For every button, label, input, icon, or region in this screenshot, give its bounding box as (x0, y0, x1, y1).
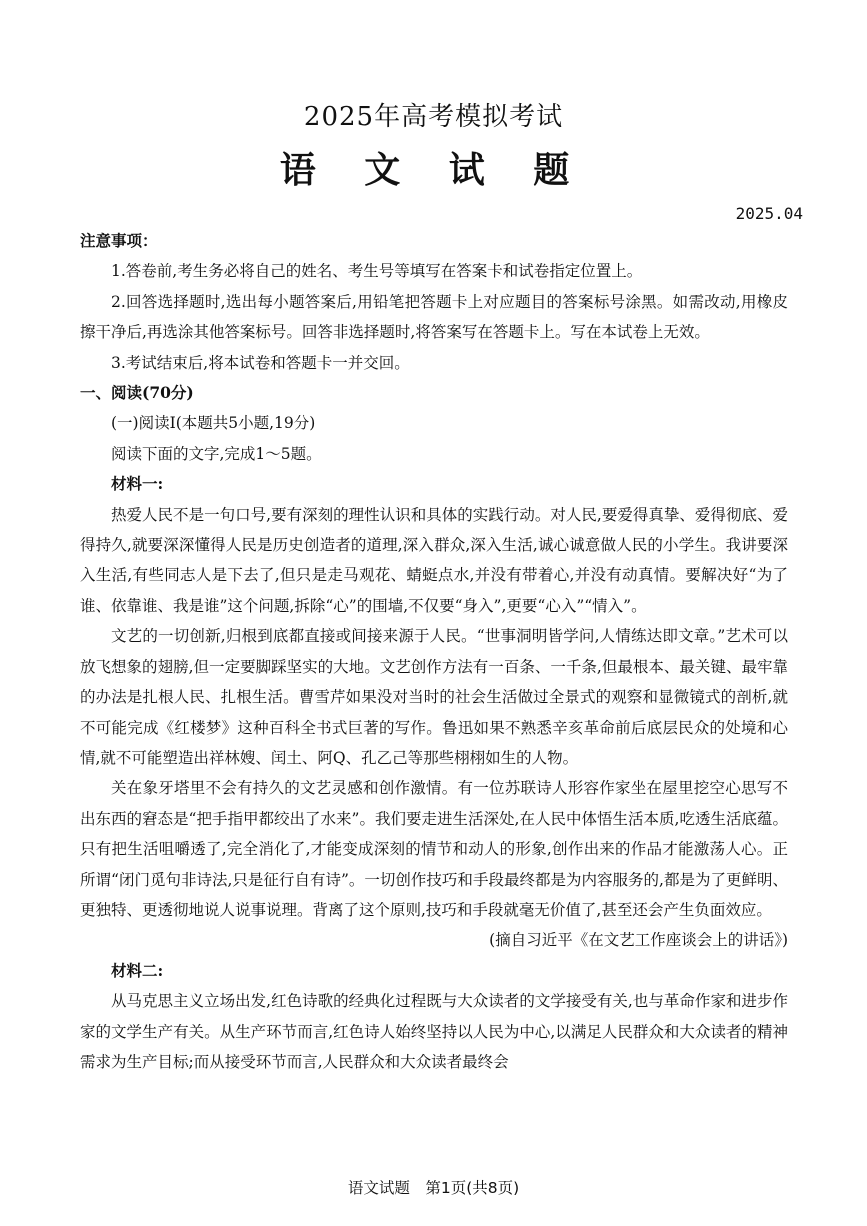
notice-item-2: 2.回答选择题时,选出每小题答案后,用铅笔把答题卡上对应题目的答案标号涂黑。如需改动,用橡皮擦干净后,再选涂其他答案标号。回答非选择题时,将答案写在答题卡上。写在本试卷上无效。 (80, 292, 788, 342)
material1-source: (摘自习近平《在文艺工作座谈会上的讲话》) (489, 931, 788, 950)
material1-paragraph-1: 热爱人民不是一句口号,要有深刻的理性认识和具体的实践行动。对人民,要爱得真挚、爱得彻底、爱得持久,就要深深懂得人民是历史创造者的道理,深入群众,深入生活,诚心诚意做人民的小学生。我讲要深入生活,有些同志人是下去了,但只是走马观花、蜻蜓点水,并没有带着心,并没有动真情。要解决好“为了谁、依靠谁、我是谁”这个问题,拆除“心”的围墙,不仅要“身入”,更要“心入”“情入”。 (80, 505, 788, 615)
material2-paragraph-1: 从马克思主义立场出发,红色诗歌的经典化过程既与大众读者的文学接受有关,也与革命作家和进步作家的文学生产有关。从生产环节而言,红色诗人始终坚持以人民为中心,以满足人民群众和大众读者的精神需求为生产目标;而从接受环节而言,人民群众和大众读者最终会 (80, 992, 788, 1071)
exam-date: 2025.04 (735, 204, 803, 223)
material1-label: 材料一: (111, 474, 164, 494)
exam-body (80, 226, 788, 1077)
section-sub-heading: (一)阅读Ⅰ(本题共5小题,19分) (111, 414, 316, 433)
material2-label: 材料二: (111, 960, 164, 980)
section-heading: 一、阅读(70分) (80, 383, 194, 403)
material1-paragraph-2: 文艺的一切创新,归根到底都直接或间接来源于人民。“世事洞明皆学问,人情练达即文章。”艺术可以放飞想象的翅膀,但一定要脚踩坚实的大地。文艺创作方法有一百条、一千条,但最根本、最关键、最牢靠的办法是扎根人民、扎根生活。曹雪芹如果没对当时的社会生活做过全景式的观察和显微镜式的剖析,就不可能完成《红楼梦》这种百科全书式巨著的写作。鲁迅如果不熟悉辛亥革命前后底层民众的处境和心情,就不可能塑造出祥林嫂、闰土、阿Q、孔乙己等那些栩栩如生的人物。 (80, 627, 788, 767)
notice-item-3: 3.考试结束后,将本试卷和答题卡一并交回。 (111, 353, 410, 372)
subject-title: 语 文 试 题 (279, 149, 588, 191)
section-instruction: 阅读下面的文字,完成1～5题。 (111, 444, 322, 463)
notice-heading: 注意事项： (80, 231, 158, 250)
exam-title: 2025年高考模拟考试 (303, 102, 564, 132)
notice-item-1: 1.答卷前,考生务必将自己的姓名、考生号等填写在答案卡和试卷指定位置上。 (111, 262, 643, 281)
page-footer: 语文试题 第1页(共8页) (347, 1179, 520, 1197)
material1-paragraph-3: 关在象牙塔里不会有持久的文艺灵感和创作激情。有一位苏联诗人形容作家坐在屋里挖空心思写不出东西的窘态是“把手指甲都绞出了水来”。我们要走进生活深处,在人民中体悟生活本质,吃透生活底蕴。只有把生活咀嚼透了,完全消化了,才能变成深刻的情节和动人的形象,创作出来的作品才能激荡人心。正所谓“闭门觅句非诗法,只是征行自有诗”。一切创作技巧和手段最终都是为内容服务的,都是为了更鲜明、更独特、更透彻地说人说事说理。背离了这个原则,技巧和手段就毫无价值了,甚至还会产生负面效应。 (80, 779, 788, 919)
